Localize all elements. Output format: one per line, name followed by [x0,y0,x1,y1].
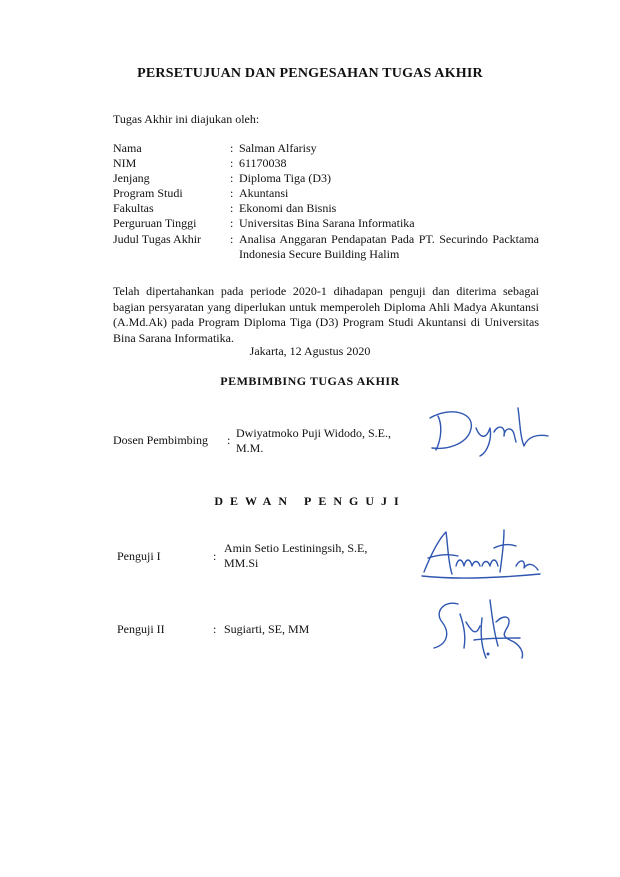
supervisor-name-line1: Dwiyatmoko Puji Widodo, S.E., [236,426,391,440]
examiner-1-signature [418,522,548,584]
examiners-heading: DEWAN PENGUJI [214,494,406,508]
colon: : [230,232,234,246]
field-label-nim: NIM [113,156,137,170]
intro-text: Tugas Akhir ini diajukan oleh: [113,112,260,126]
page-title: PERSETUJUAN DAN PENGESAHAN TUGAS AKHIR [137,66,483,81]
colon: : [227,433,231,447]
field-value-program-studi: Akuntansi [239,186,289,200]
field-label-program-studi: Program Studi [113,186,183,200]
supervisor-label: Dosen Pembimbing [113,433,208,447]
field-value-nim: 61170038 [239,156,287,170]
colon: : [230,171,234,185]
field-value-nama: Salman Alfarisy [239,141,317,155]
field-label-judul: Judul Tugas Akhir [113,232,202,246]
examiner-2-label: Penguji II [117,622,165,636]
field-value-perguruan-tinggi: Universitas Bina Sarana Informatika [239,216,415,230]
supervisor-signature [420,398,560,458]
field-value-jenjang: Diploma Tiga (D3) [239,171,332,185]
supervisor-heading: PEMBIMBING TUGAS AKHIR [220,374,400,388]
examiner-2-signature [424,592,534,664]
field-value-judul: Analisa Anggaran Pendapatan Pada PT. Securindo Packtama Indonesia Secure Building Halim [239,232,539,261]
colon: : [213,549,217,563]
document-date: Jakarta, 12 Agustus 2020 [249,344,371,358]
field-label-nama: Nama [113,141,142,155]
examiner-1-name-line1: Amin Setio Lestiningsih, S.E, [224,541,368,555]
colon: : [213,622,217,636]
statement-paragraph: Telah dipertahankan pada periode 2020-1 dihadapan penguji dan diterima sebagai bagian persyaratan yang diperlukan untuk memperoleh Diploma Ahli Madya Akuntansi (A.Md.Ak) pada Program Diploma Tiga (D3) Program Studi Akuntansi di Universitas Bina Sarana Informatika. [113,284,539,345]
colon: : [230,216,234,230]
colon: : [230,186,234,200]
colon: : [230,156,234,170]
colon: : [230,201,234,215]
examiner-1-name-line2: MM.Si [224,556,259,570]
field-label-perguruan-tinggi: Perguruan Tinggi [113,216,197,230]
colon: : [230,141,234,155]
examiner-2-name: Sugiarti, SE, MM [224,622,310,636]
field-label-jenjang: Jenjang [113,171,150,185]
field-value-fakultas: Ekonomi dan Bisnis [239,201,337,215]
supervisor-name-line2: M.M. [236,441,264,455]
field-label-fakultas: Fakultas [113,201,154,215]
examiner-1-label: Penguji I [117,549,161,563]
